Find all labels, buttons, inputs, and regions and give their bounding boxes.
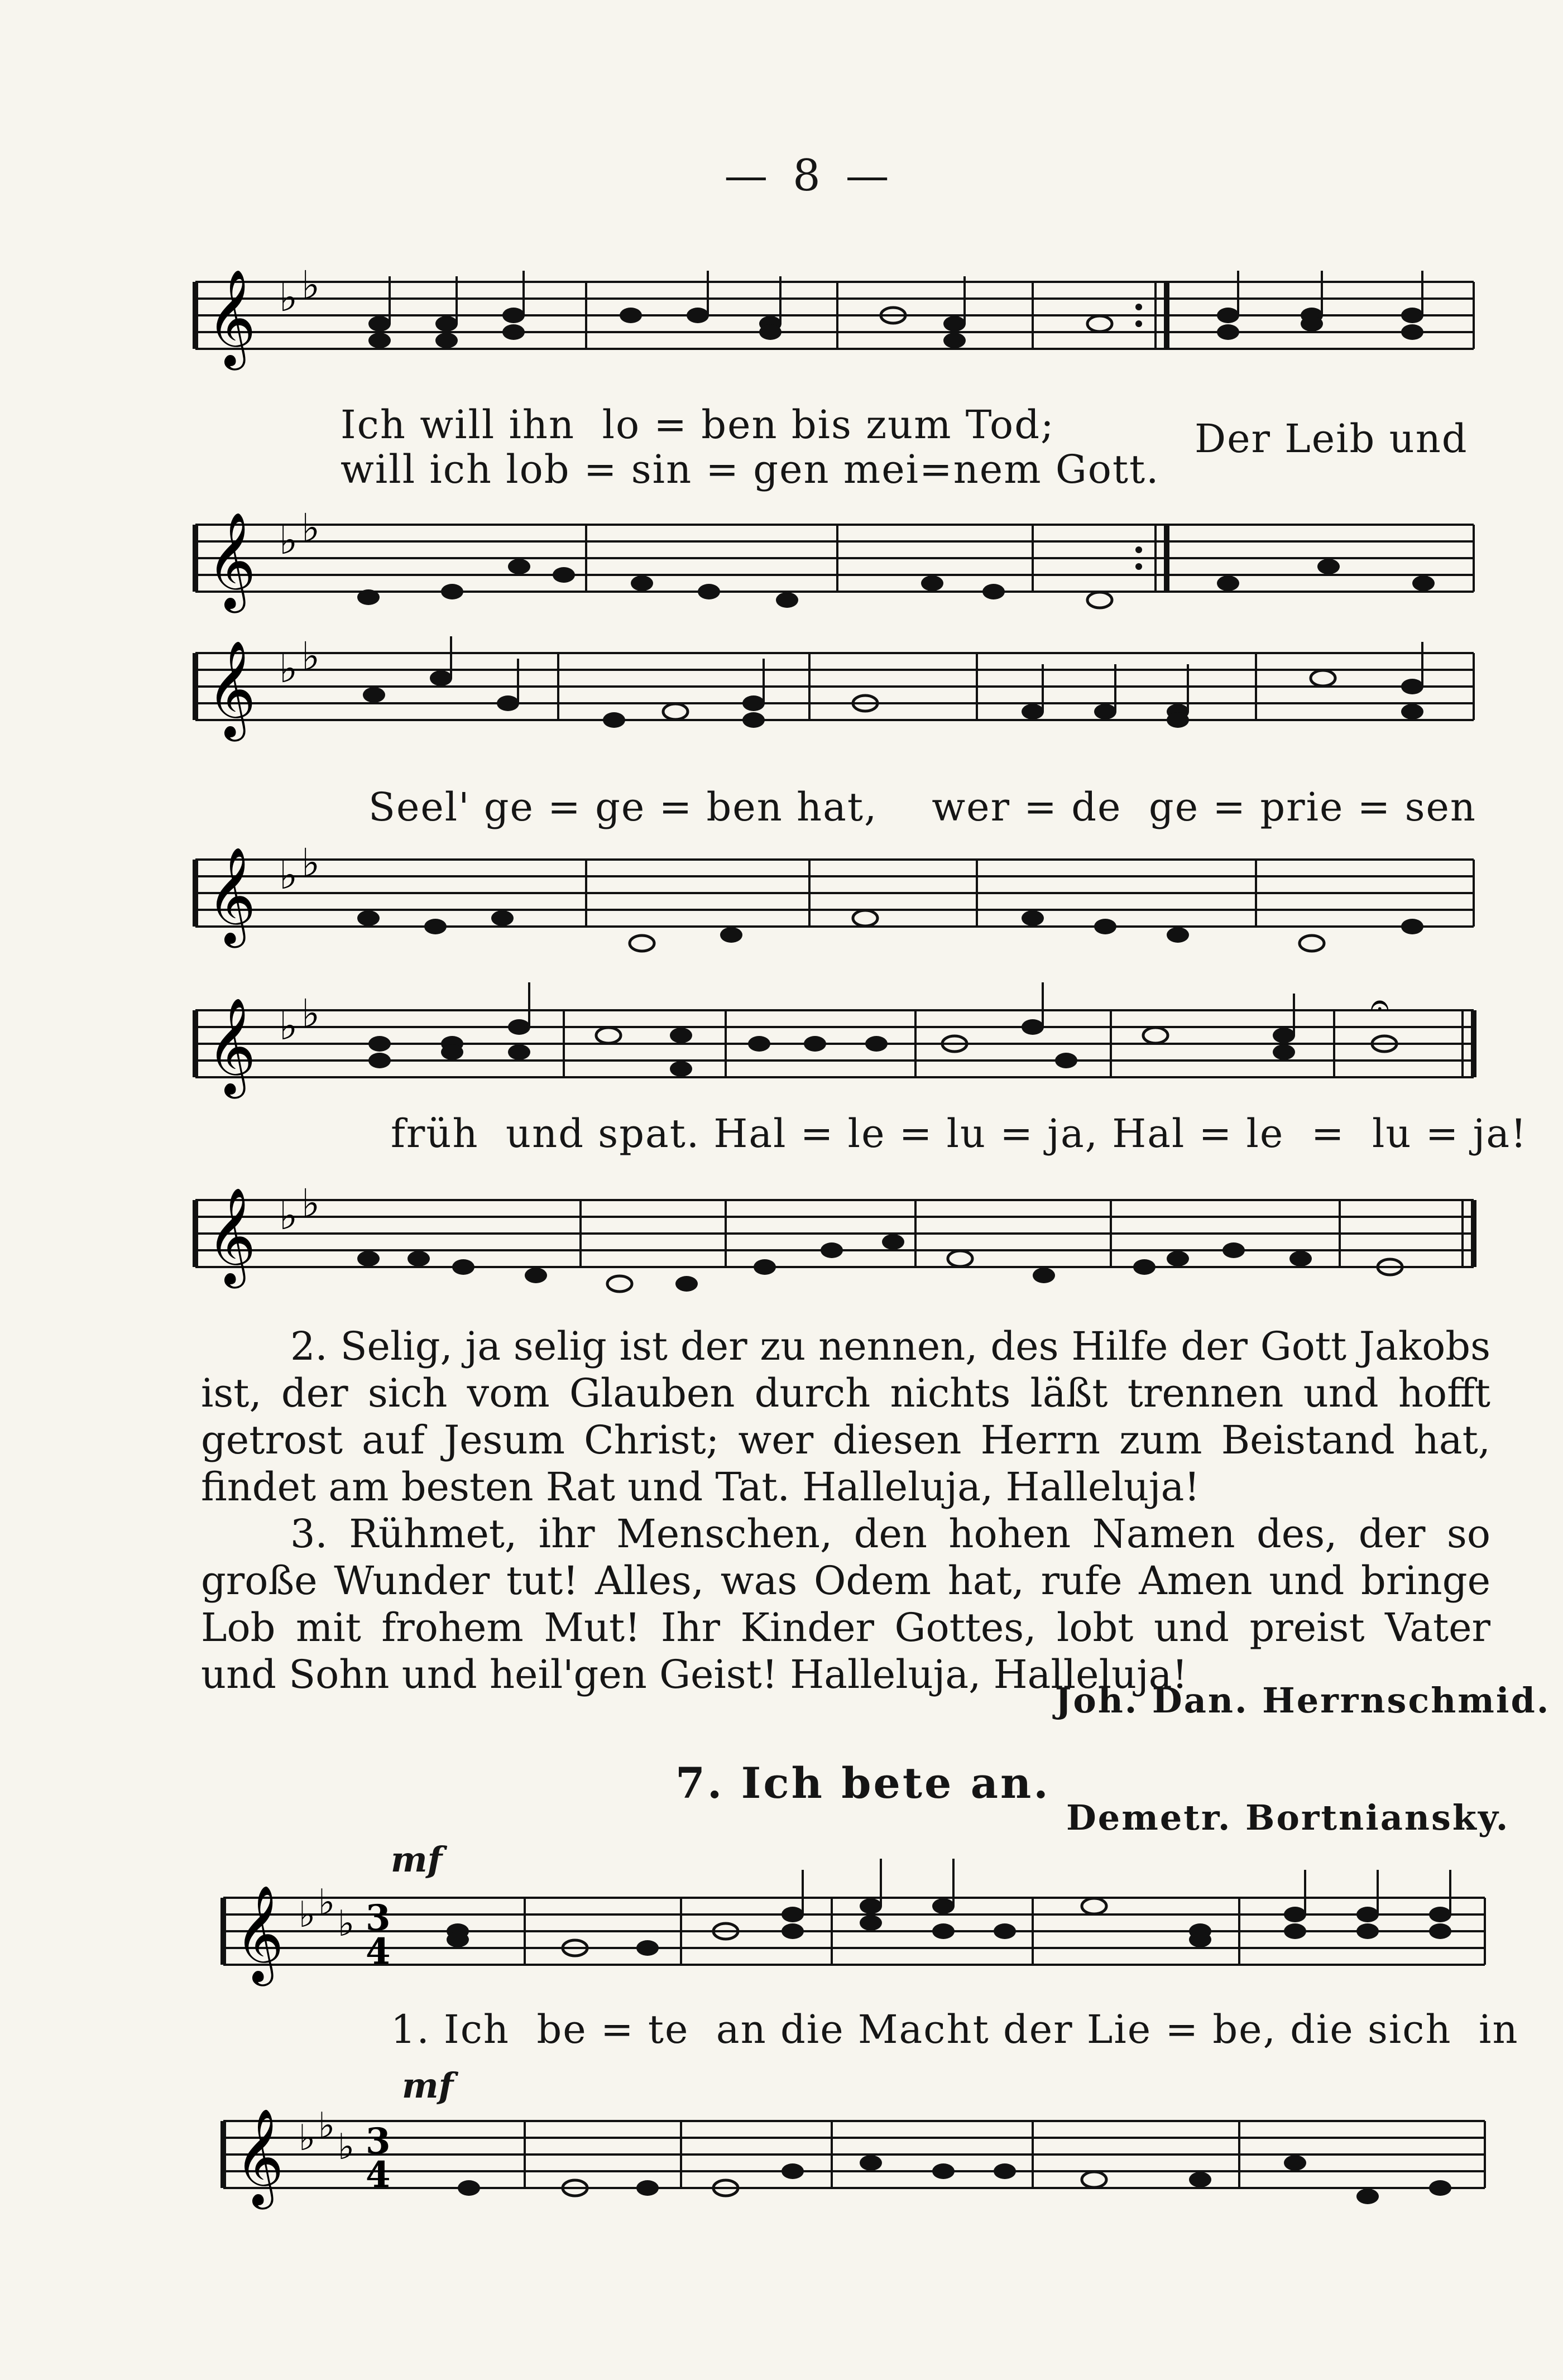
svg-text:♭: ♭ — [301, 1181, 320, 1226]
svg-text:𝄞: 𝄞 — [207, 1187, 256, 1284]
svg-text:4: 4 — [366, 1931, 391, 1973]
svg-text:♭: ♭ — [301, 634, 320, 679]
svg-text:♭: ♭ — [338, 2127, 355, 2168]
staff-system-2-upper — [195, 634, 1479, 759]
staff-system-1-lower — [195, 505, 1479, 620]
verse-text — [201, 1323, 1490, 1698]
staff-hymn-7-upper — [223, 1882, 1507, 1987]
svg-text:4: 4 — [366, 2154, 391, 2196]
verse-2: 2. Selig, ja selig ist der zu nennen, des Hilfe der Gott Jakobs ist, der sich vom Glauben durch nichts läßt trennen und hofft getrost auf Jesum Christ; wer diesen Herrn zum Beistand hat, findet am besten Rat und Tat. Halleluja, Halleluja! — [201, 1323, 1490, 1510]
lyrics-system-2: Seel' ge = ge = ben hat, wer = de ge = prie = sen — [368, 784, 1476, 830]
dynamic-marking-lower: mf — [402, 2065, 454, 2106]
svg-text:𝄞: 𝄞 — [207, 640, 256, 737]
page-number: — 8 — — [724, 151, 895, 201]
svg-text:♭: ♭ — [279, 646, 298, 692]
svg-text:𝄞: 𝄞 — [207, 847, 256, 944]
svg-text:♭: ♭ — [279, 517, 298, 563]
lyrics-system-1-line-1: Ich will ihn lo = ben bis zum Tod; — [341, 402, 1055, 448]
svg-text:♭: ♭ — [299, 1894, 316, 1936]
verse-3: 3. Rühmet, ihr Menschen, den hohen Namen des, der so große Wunder tut! Alles, was Odem hat, rufe Amen und bringe Lob mit frohem Mut! Ihr Kinder Gottes, lobt und preist Vater und Sohn und heil'gen Geist! Halleluja, Halleluja! — [201, 1511, 1490, 1697]
svg-text:♭: ♭ — [318, 1882, 335, 1923]
svg-text:3: 3 — [366, 1897, 391, 1939]
svg-text:♭: ♭ — [299, 2118, 316, 2159]
svg-text:♭: ♭ — [301, 262, 320, 308]
staff-system-1-upper — [195, 262, 1479, 366]
svg-text:𝄞: 𝄞 — [207, 269, 256, 366]
svg-text:𝄞: 𝄞 — [234, 2108, 284, 2205]
hymn-6-author: Joh. Dan. Herrnschmid. — [1055, 1680, 1551, 1721]
lyrics-hymn-7: 1. Ich be = te an die Macht der Lie = be, die sich in — [391, 2007, 1519, 2052]
staff-system-3-lower — [195, 1183, 1479, 1295]
svg-text:♭: ♭ — [301, 991, 320, 1037]
svg-text:♭: ♭ — [318, 2105, 335, 2147]
svg-text:♭: ♭ — [279, 852, 298, 898]
lyrics-system-1-right: Der Leib und — [1195, 416, 1468, 462]
svg-text:♭: ♭ — [338, 1903, 355, 1945]
lyrics-system-3: früh und spat. Hal = le = lu = ja, Hal = le = lu = ja! — [391, 1111, 1528, 1157]
staff-hymn-7-lower — [223, 2105, 1507, 2221]
svg-text:♭: ♭ — [279, 1193, 298, 1239]
svg-text:♭: ♭ — [301, 840, 320, 886]
svg-text:𝄞: 𝄞 — [234, 1885, 284, 1982]
staff-system-3-upper — [195, 985, 1479, 1116]
lyrics-system-1-line-2: will ich lob = sin = gen mei=nem Gott. — [341, 447, 1160, 492]
hymn-7-composer: Demetr. Bortniansky. — [1066, 1797, 1510, 1838]
svg-text:♭: ♭ — [301, 505, 320, 551]
svg-text:♭: ♭ — [279, 1003, 298, 1049]
svg-text:3: 3 — [366, 2120, 391, 2162]
dynamic-marking-upper: mf — [391, 1839, 443, 1880]
svg-text:♭: ♭ — [279, 275, 298, 320]
svg-text:𝄞: 𝄞 — [207, 997, 256, 1095]
svg-text:𝄐: 𝄐 — [1370, 985, 1389, 1024]
svg-text:𝄞: 𝄞 — [207, 512, 256, 609]
staff-system-2-lower — [195, 840, 1479, 960]
hymn-7-title: 7. Ich bete an. — [675, 1758, 1051, 1808]
